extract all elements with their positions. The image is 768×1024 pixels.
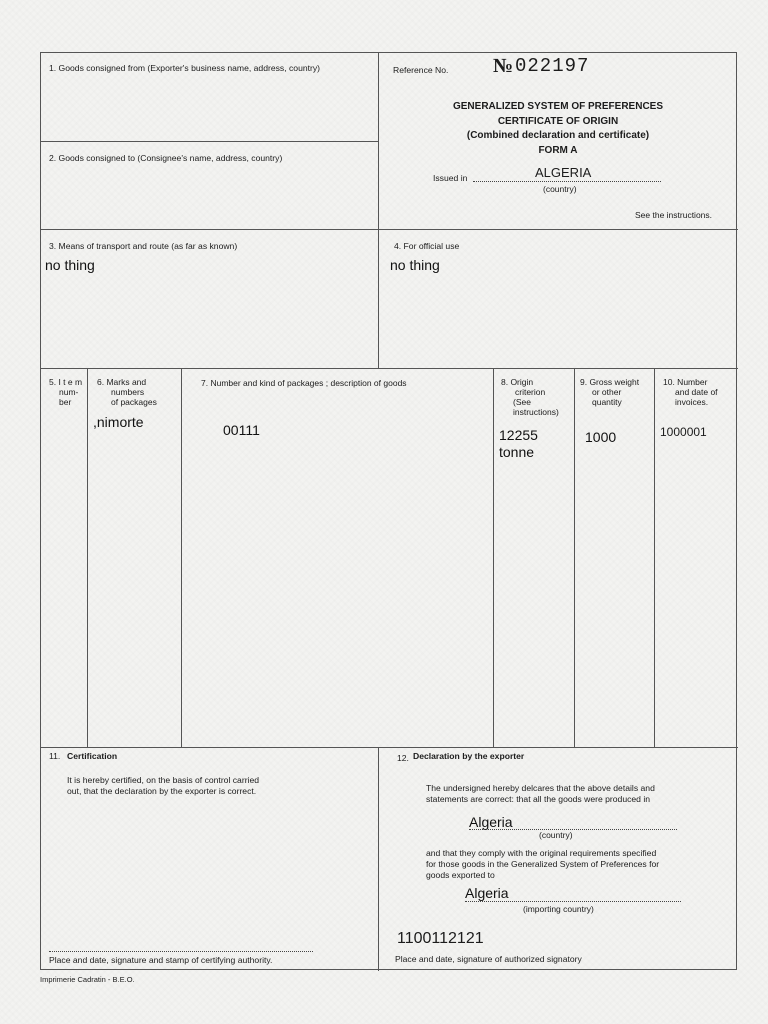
col8-header bbox=[501, 377, 559, 417]
divider-box11-box12 bbox=[378, 747, 379, 971]
col-divider-7-8 bbox=[493, 368, 494, 747]
number-sign: № bbox=[493, 55, 514, 77]
col7-header: 7. Number and kind of packages ; description of goods bbox=[201, 378, 407, 388]
col6-header-line2: numbers bbox=[111, 387, 145, 397]
box11-number: 11. bbox=[49, 751, 61, 761]
weight-value: 1000 bbox=[585, 429, 617, 445]
box12-text2: statements are correct: that all the goods were produced in bbox=[426, 794, 651, 804]
col9-header bbox=[580, 377, 639, 407]
divider-box1-box2 bbox=[41, 141, 378, 142]
box12-country2: Algeria bbox=[465, 885, 509, 901]
col-divider-6-7 bbox=[181, 368, 182, 747]
header-form-a: FORM A bbox=[538, 145, 578, 156]
box11-sign-line bbox=[49, 951, 313, 952]
col10-header-line3: invoices. bbox=[675, 397, 709, 407]
box12-country2-line bbox=[465, 901, 681, 902]
box12-country1-line bbox=[469, 829, 677, 830]
box12-text5: goods exported to bbox=[426, 870, 495, 880]
packages-value: 00111 bbox=[223, 422, 260, 438]
printer-footer: Imprimerie Cadratin - B.E.O. bbox=[40, 975, 135, 984]
col-divider-8-9 bbox=[574, 368, 575, 747]
col8-header-line1: 8. Origin bbox=[501, 377, 534, 387]
col10-header bbox=[663, 377, 718, 407]
col5-header-line1: 5. I t e m bbox=[49, 377, 83, 387]
col6-header-line1: 6. Marks and bbox=[97, 377, 147, 387]
box12-sign-value: 1100112121 bbox=[397, 930, 484, 947]
col6-header-line3: of packages bbox=[111, 397, 157, 407]
origin-unit: tonne bbox=[499, 444, 535, 460]
box11-title: Certification bbox=[67, 751, 118, 761]
box3-label: 3. Means of transport and route (as far as known) bbox=[49, 241, 238, 251]
col-divider-9-10 bbox=[654, 368, 655, 747]
box4-value: no thing bbox=[390, 257, 440, 273]
box4-label: 4. For official use bbox=[394, 241, 460, 251]
col8-header-line3: (See bbox=[513, 397, 531, 407]
box12-text4: for those goods in the Generalized System of Preferences for bbox=[426, 859, 660, 869]
issued-in-value: ALGERIA bbox=[535, 165, 592, 180]
box12-title: Declaration by the exporter bbox=[413, 751, 525, 761]
col10-header-line1: 10. Number bbox=[663, 377, 708, 387]
box12-number: 12. bbox=[397, 753, 409, 763]
issued-in-caption: (country) bbox=[543, 184, 577, 194]
see-instructions: See the instructions. bbox=[635, 210, 713, 220]
certificate-form bbox=[40, 52, 737, 970]
col5-header bbox=[49, 377, 82, 407]
divider-box3-table bbox=[41, 368, 738, 369]
box12-text3: and that they comply with the original requirements specified bbox=[426, 848, 657, 858]
box2-label: 2. Goods consigned to (Consignee's name, address, country) bbox=[49, 153, 283, 163]
box12-sign-caption: Place and date, signature of authorized signatory bbox=[395, 954, 582, 964]
col8-header-line4: instructions) bbox=[513, 407, 559, 417]
box1-label: 1. Goods consigned from (Exporter's business name, address, country) bbox=[49, 63, 321, 73]
col6-header bbox=[97, 377, 157, 407]
issued-in-line bbox=[473, 181, 661, 182]
col9-header-line3: quantity bbox=[592, 397, 622, 407]
divider-box2-box3 bbox=[41, 229, 738, 230]
marks-value: ,nimorte bbox=[93, 414, 144, 430]
box11-text2: out, that the declaration by the exporter is correct. bbox=[67, 786, 257, 796]
header-certificate: CERTIFICATE OF ORIGIN bbox=[497, 116, 619, 127]
origin-value: 12255 bbox=[499, 427, 538, 443]
col9-header-line2: or other bbox=[592, 387, 622, 397]
col5-header-line2: num- bbox=[59, 387, 79, 397]
col8-header-line2: criterion bbox=[515, 387, 546, 397]
reference-number: 022197 bbox=[515, 55, 590, 77]
header-combined: (Combined declaration and certificate) bbox=[466, 130, 650, 141]
box11-text1: It is hereby certified, on the basis of control carried bbox=[67, 775, 260, 785]
box12-text1: The undersigned hereby delcares that the above details and bbox=[426, 783, 655, 793]
box3-value: no thing bbox=[45, 257, 95, 273]
divider-table-box11 bbox=[41, 747, 738, 748]
reference-label: Reference No. bbox=[393, 65, 449, 75]
col10-header-line2: and date of bbox=[675, 387, 718, 397]
box12-country2-caption: (importing country) bbox=[523, 904, 594, 914]
col-divider-5-6 bbox=[87, 368, 88, 747]
box12-country1-caption: (country) bbox=[539, 830, 573, 840]
box11-sign-caption: Place and date, signature and stamp of certifying authority. bbox=[49, 955, 273, 965]
box12-country1: Algeria bbox=[469, 814, 513, 830]
issued-in-label: Issued in bbox=[433, 173, 468, 183]
col5-header-line3: ber bbox=[59, 397, 72, 407]
col9-header-line1: 9. Gross weight bbox=[580, 377, 640, 387]
header-gsp: GENERALIZED SYSTEM OF PREFERENCES bbox=[452, 101, 664, 112]
invoice-value: 1000001 bbox=[660, 425, 707, 439]
